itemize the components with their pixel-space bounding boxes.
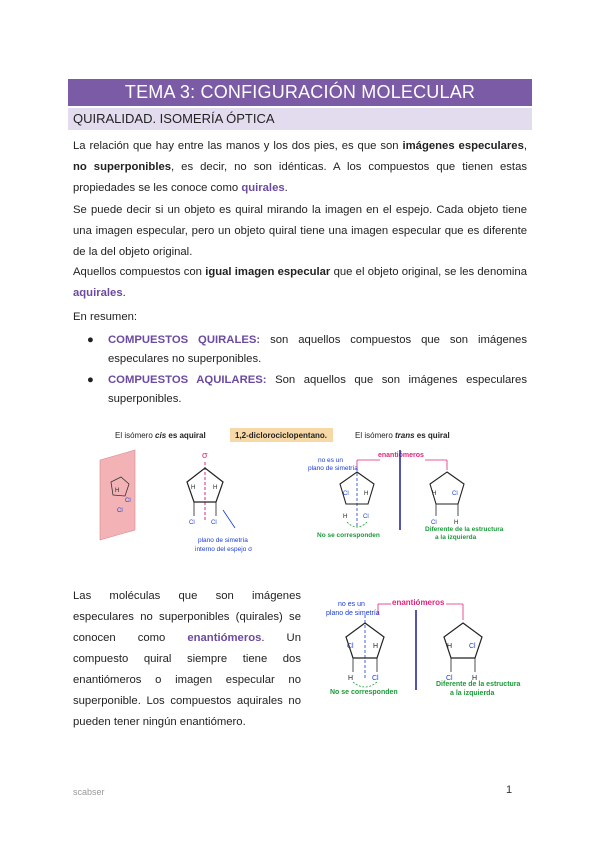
pentagon-trans-right — [430, 472, 464, 504]
svg-text:Cl: Cl — [372, 675, 379, 682]
svg-text:H: H — [454, 520, 459, 526]
svg-text:Diferente de la estructura: Diferente de la estructura — [436, 681, 521, 688]
summary-list — [73, 331, 527, 411]
svg-text:H: H — [348, 675, 354, 682]
svg-text:H: H — [472, 675, 478, 682]
plane-label-2: interno del espejo σ — [195, 546, 253, 553]
caption-trans: El isómero trans es quiral — [355, 431, 450, 440]
list-item: ● COMPUESTOS QUIRALES: son aquellos compuestos que son imágenes especulares no superponibles. — [73, 331, 527, 369]
figure-cis-trans-diagram — [95, 420, 515, 560]
svg-text:H: H — [343, 514, 348, 520]
svg-text:H: H — [432, 491, 437, 497]
svg-text:H: H — [213, 485, 218, 491]
svg-text:plano de simetría: plano de simetría — [326, 610, 380, 617]
diff-label-2: a la izquierda — [435, 534, 477, 541]
svg-text:Cl: Cl — [125, 498, 131, 504]
footer-author: scabser — [73, 787, 105, 797]
caption-cis: El isómero cis es aquiral — [115, 431, 206, 440]
svg-text:Cl: Cl — [117, 508, 123, 514]
svg-text:H: H — [447, 643, 453, 650]
svg-text:H: H — [364, 491, 369, 497]
bullet-icon: ● — [87, 374, 94, 386]
enantiomers-label: enantiómeros — [378, 452, 424, 459]
svg-text:Cl: Cl — [452, 491, 458, 497]
paragraph-achiral: Aquellos compuestos con igual imagen especular que el objeto original, se les denomina aquirales. — [73, 266, 527, 299]
svg-text:Cl: Cl — [469, 643, 476, 650]
svg-text:Cl: Cl — [343, 491, 349, 497]
svg-text:Cl: Cl — [363, 514, 369, 520]
svg-text:H: H — [373, 643, 379, 650]
paragraph-chirality-intro: La relación que hay entre las manos y los dos pies, es que son imágenes especulares, no superponibles, es decir, no son idénticas. A los compuestos que tienen estas propiedades se les conoce como quirales. — [73, 140, 528, 194]
svg-text:Cl: Cl — [211, 520, 217, 526]
svg-text:No se corresponden: No se corresponden — [330, 689, 398, 696]
svg-text:H: H — [115, 488, 120, 494]
svg-text:no es un: no es un — [338, 601, 365, 608]
svg-text:Cl: Cl — [189, 520, 195, 526]
not-plane-label-2: plano de simetría — [308, 465, 358, 472]
plane-label-1: plano de simetría — [198, 537, 248, 544]
enantiomers-label-2: enantiómeros — [392, 598, 445, 607]
paragraph-enantiomers: Las moléculas que son imágenes especulares no superponibles (quirales) se conocen como enantiómeros. Un compuesto quiral siempre tiene dos enantiómeros o imagen especular no superponible. Los compuestos aquirales no pueden tener ningún enantiómero. — [73, 590, 301, 728]
summary-label: En resumen: — [73, 311, 138, 323]
sigma-symbol: σ — [202, 450, 208, 460]
svg-text:a la izquierda: a la izquierda — [450, 690, 495, 697]
page-title: TEMA 3: CONFIGURACIÓN MOLECULAR — [68, 79, 532, 106]
diff-label-1: Diferente de la estructura — [425, 526, 504, 533]
pentagon-enantiomer-right — [444, 623, 482, 658]
svg-text:H: H — [191, 485, 196, 491]
list-item: ● COMPUESTOS AQUILARES: Son aquellos que son imágenes especulares superponibles. — [73, 371, 527, 409]
svg-text:Cl: Cl — [446, 675, 453, 682]
svg-text:Cl: Cl — [431, 520, 437, 526]
page-number: 1 — [506, 784, 513, 796]
svg-text:Cl: Cl — [347, 643, 354, 650]
paragraph-mirror: Se puede decir si un objeto es quiral mirando la imagen en el espejo. Cada objeto tiene una imagen especular, pero un objeto quiral tiene una imagen especular que es diferente de la del objeto original. — [73, 204, 527, 258]
not-plane-label-1: no es un — [318, 457, 343, 464]
figure-enantiomers-diagram — [318, 590, 528, 700]
compound-name: 1,2-diclorociclopentano. — [235, 431, 328, 440]
bullet-icon: ● — [87, 334, 94, 346]
no-match-label: No se corresponden — [317, 532, 380, 539]
section-heading: QUIRALIDAD. ISOMERÍA ÓPTICA — [68, 108, 532, 130]
